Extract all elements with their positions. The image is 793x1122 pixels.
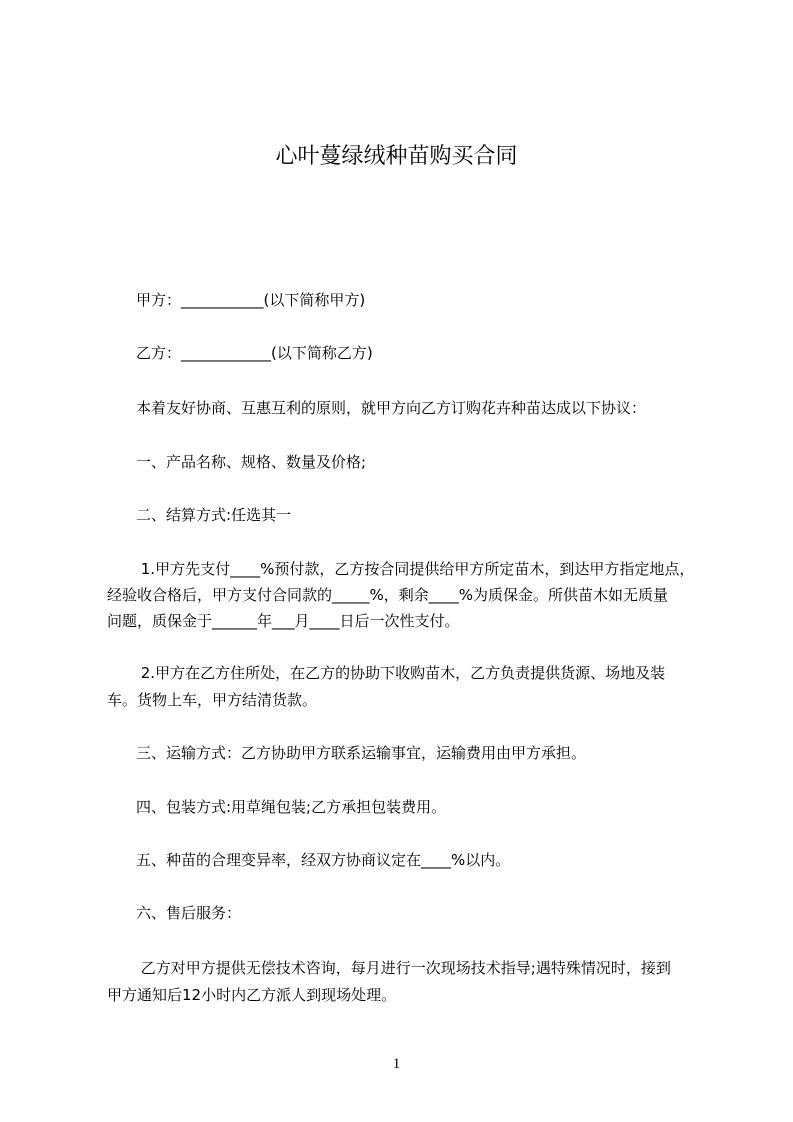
section-3: 三、运输方式：乙方协助甲方联系运输事宜，运输费用由甲方承担。 [136,744,587,762]
section-1-heading: 一、产品名称、规格、数量及价格; [136,453,367,471]
party-a-line: 甲方：___________(以下简称甲方) [136,291,366,309]
option-1-line-1: 1.甲方先支付____%预付款，乙方按合同提供给甲方所定苗木，到达甲方指定地点， [136,560,695,578]
page-number: 1 [392,1056,401,1072]
section-6-heading: 六、售后服务： [136,904,242,922]
option-2-line-1: 2.甲方在乙方住所处，在乙方的协助下收购苗木，乙方负责提供货源、场地及装 [136,664,666,682]
document-title: 心叶蔓绿绒种苗购买合同 [275,144,518,169]
after-sales-line-2: 甲方通知后12小时内乙方派人到现场处理。 [107,986,397,1004]
preamble: 本着友好协商、互惠互利的原则，就甲方向乙方订购花卉种苗达成以下协议： [136,399,647,417]
option-1-line-3: 问题，质保金于______年___月____日后一次性支付。 [107,612,460,630]
section-5: 五、种苗的合理变异率，经双方协商议定在____%以内。 [136,851,511,869]
section-4: 四、包装方式:用草绳包装;乙方承担包装费用。 [136,798,447,816]
party-b-line: 乙方：____________(以下简称乙方) [136,344,373,362]
after-sales-line-1: 乙方对甲方提供无偿技术咨询，每月进行一次现场技术指导;遇特殊情况时，接到 [136,959,671,977]
option-2-line-2: 车。货物上车，甲方结清货款。 [107,691,318,709]
section-2-heading: 二、结算方式:任选其一 [136,506,292,524]
option-1-line-2: 经验收合格后，甲方支付合同款的_____%，剩余____%为质保金。所供苗木如无质量 [107,586,669,604]
